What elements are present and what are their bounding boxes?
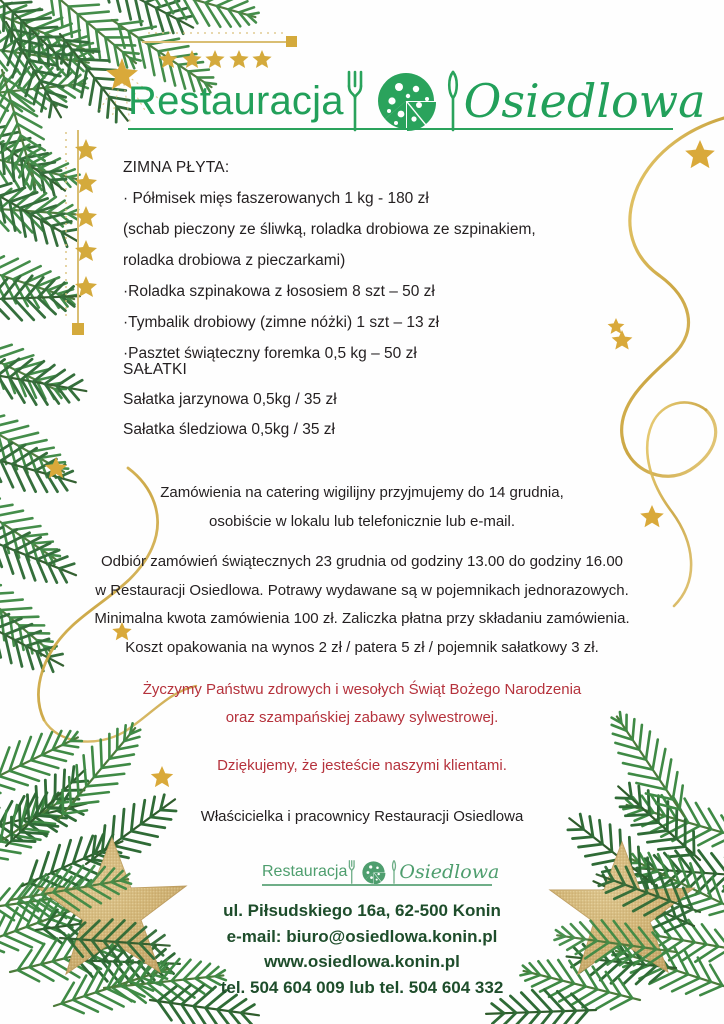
pickup-note-line: Koszt opakowania na wynos 2 zł / patera 5 zł / pojemnik sałatkowy 3 zł. xyxy=(125,638,599,656)
pickup-info-note xyxy=(42,548,682,662)
footer-brand-osiedlowa: Osiedlowa xyxy=(399,861,500,883)
header-divider xyxy=(128,128,673,130)
menu-item: ·Tymbalik drobiowy (zimne nóżki) 1 szt – 13 zł xyxy=(123,314,440,331)
contact-info xyxy=(62,898,662,1000)
salad-item: Sałatka śledziowa 0,5kg / 35 zł xyxy=(123,421,335,438)
order-note-line: Zamówienia na catering wigilijny przyjmujemy do 14 grudnia, xyxy=(160,484,564,501)
wishes-line: oraz szampańskiej zabawy sylwestrowej. xyxy=(225,709,499,726)
contact-website[interactable]: www.osiedlowa.konin.pl xyxy=(264,952,460,971)
knife-icon xyxy=(442,70,464,132)
menu-item: ·Pasztet świąteczny foremka 0,5 kg – 50 zł xyxy=(123,345,417,362)
footer-knife-icon xyxy=(389,860,399,884)
thank-you-message: Dziękujemy, że jesteście naszymi klientami. xyxy=(217,757,507,774)
pickup-note-line: w Restauracji Osiedlowa. Potrawy wydawane są w pojemnikach jednorazowych. xyxy=(95,581,629,599)
menu-item: ·Roladka szpinakowa z łososiem 8 szt – 50 zł xyxy=(123,283,435,300)
salads-section xyxy=(123,355,643,445)
menu-item: · Półmisek mięs faszerowanych 1 kg - 180 zł xyxy=(123,190,429,207)
restaurant-logo xyxy=(344,67,464,135)
salads-title: SAŁATKI xyxy=(123,361,187,378)
fork-icon xyxy=(344,70,370,132)
contact-address: ul. Piłsudskiego 16a, 62-500 Konin xyxy=(223,901,501,920)
menu-item: roladka drobiowa z pieczarkami) xyxy=(123,252,346,269)
salad-item: Sałatka jarzynowa 0,5kg / 35 zł xyxy=(123,391,337,408)
holiday-wishes xyxy=(62,676,662,732)
brand-osiedlowa: Osiedlowa xyxy=(463,74,706,128)
footer-divider xyxy=(262,884,492,886)
menu-item: (schab pieczony ze śliwką, roladka drobiowa ze szpinakiem, xyxy=(123,221,536,238)
footer-pizza-icon xyxy=(360,859,387,886)
contact-email[interactable]: e-mail: biuro@osiedlowa.konin.pl xyxy=(226,926,498,946)
cold-platter-section xyxy=(123,152,643,369)
brand-restauracja: Restauracja xyxy=(128,78,344,123)
footer-brand-restauracja: Restauracja xyxy=(262,863,348,880)
pizza-icon xyxy=(372,67,440,135)
cold-platter-title: ZIMNA PŁYTA: xyxy=(123,159,230,176)
wishes-line: Życzymy Państwu zdrowych i wesołych Świąt Bożego Narodzenia xyxy=(142,681,582,698)
order-deadline-note xyxy=(62,478,662,536)
signature-line: Właścicielka i pracownicy Restauracji Osiedlowa xyxy=(200,808,524,825)
footer-logo-mark xyxy=(347,859,399,886)
contact-phones[interactable]: tel. 504 604 009 lub tel. 504 604 332 xyxy=(220,977,504,997)
footer-fork-icon xyxy=(347,860,358,884)
pickup-note-line: Odbiór zamówień świątecznych 23 grudnia od godziny 13.00 do godziny 16.00 xyxy=(101,553,623,570)
pickup-note-line: Minimalna kwota zamówienia 100 zł. Zaliczka płatna przy składaniu zamówienia. xyxy=(94,610,630,627)
order-note-line: osobiście w lokalu lub telefonicznie lub e-mail. xyxy=(209,513,515,530)
